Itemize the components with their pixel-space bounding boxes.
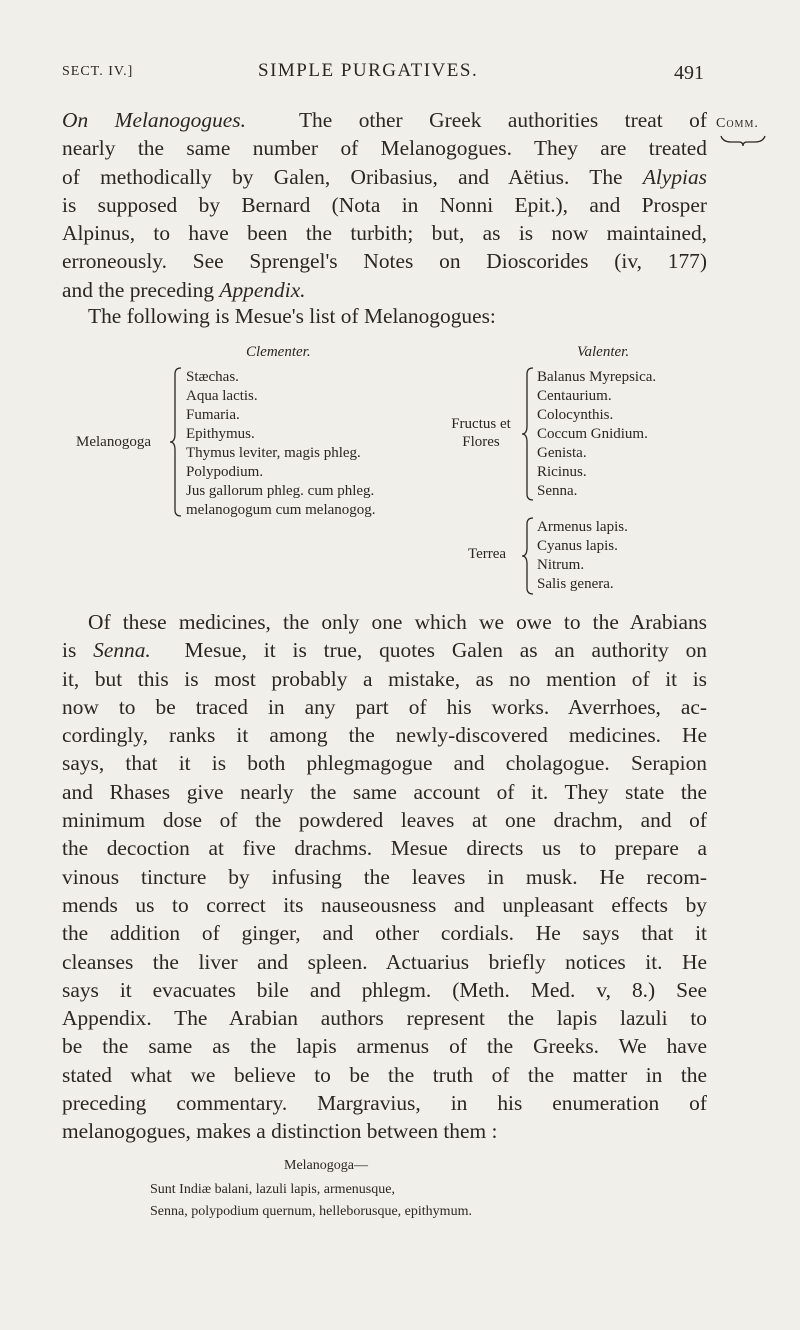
- text-line: preceding commentary. Margravius, in his enumeration of: [62, 1091, 707, 1116]
- text-line: be the same as the lapis armenus of the Greeks. We have: [62, 1034, 707, 1059]
- paragraph-melanogogues-intro: [62, 106, 707, 304]
- text-line: of methodically by Galen, Oribasius, and Aëtius. The: [62, 164, 623, 189]
- list-item: Thymus leviter, magis phleg.: [186, 445, 361, 461]
- page-number: 491: [674, 62, 704, 84]
- text-line: minimum dose of the powdered leaves at one drachm, and of: [62, 808, 707, 833]
- text-line: vinous tincture by infusing the leaves in musk. He recom-: [62, 864, 707, 889]
- text-line: melanogogues, makes a distinction between them :: [62, 1119, 498, 1144]
- text-line: The other Greek authorities treat of: [298, 108, 707, 132]
- text-line: nearly the same number of Melanogogues. They are treated: [62, 136, 707, 161]
- text-line: cleanses the liver and spleen. Actuarius briefly notices it. He: [62, 949, 707, 974]
- list-item: Genista.: [537, 445, 587, 461]
- heading-valenter: Valenter.: [577, 344, 630, 360]
- lead-heading: On Melanogogues.: [62, 108, 246, 132]
- text-line: the decoction at five drachms. Mesue directs us to prepare a: [62, 836, 707, 861]
- list-item: Epithymus.: [186, 426, 255, 442]
- list-item: Balanus Myrepsica.: [537, 369, 657, 385]
- brace-fructus-icon: [520, 366, 536, 502]
- list-item: Centaurium.: [537, 388, 612, 404]
- text-line: Alpinus, to have been the turbith; but, as is now maintained,: [62, 221, 707, 246]
- text-line: says, that it is both phlegmagogue and cholagogue. Serapion: [62, 751, 707, 776]
- list-fructus: [537, 368, 656, 501]
- text-line: stated what we believe to be the truth of the matter in the: [62, 1062, 707, 1087]
- text-line: says it evacuates bile and phlegm. (Meth. Med. v, 8.) See: [62, 977, 707, 1002]
- text-line: and the preceding: [62, 277, 215, 302]
- text-line: Mesue, it is true, quotes Galen as an authority on: [184, 638, 707, 663]
- heading-clementer: Clementer.: [246, 344, 311, 360]
- brace-clementer-icon: [168, 366, 184, 518]
- verse-line: Senna, polypodium quernum, helleborusque, epithymum.: [150, 1204, 472, 1219]
- list-item: Cyanus lapis.: [537, 538, 618, 554]
- text-line: mends us to correct its nauseousness and unpleasant effects by: [62, 892, 707, 917]
- text-line: erroneously. See Sprengel's Notes on Dioscorides (iv, 177): [62, 249, 707, 274]
- list-clementer: [186, 368, 376, 520]
- list-item: Senna.: [537, 483, 578, 499]
- list-item: Fumaria.: [186, 407, 240, 423]
- label-melanogoga: Melanogoga: [76, 434, 151, 450]
- label-fructus-et: Fructus et: [451, 416, 511, 432]
- running-title: SIMPLE PURGATIVES.: [258, 60, 479, 81]
- paragraph-senna: [62, 608, 707, 1146]
- text-line: The following is Mesue's list of Melanogogues:: [88, 304, 496, 328]
- italic-term-alypias: Alypias: [642, 164, 707, 189]
- margin-note-comm: Comm.: [716, 116, 759, 131]
- paragraph-list-intro: [62, 302, 707, 330]
- label-terrea: Terrea: [468, 546, 507, 562]
- list-item: Jus gallorum phleg. cum phleg.: [186, 483, 375, 499]
- label-flores: Flores: [462, 434, 500, 450]
- verse-heading: Melanogoga—: [284, 1158, 368, 1173]
- list-item: Polypodium.: [186, 464, 264, 480]
- list-item: Coccum Gnidium.: [537, 426, 648, 442]
- text-line: it, but this is most probably a mistake, as no mention of it is: [62, 666, 707, 691]
- list-item: Aqua lactis.: [186, 388, 258, 404]
- list-item: Ricinus.: [537, 464, 587, 480]
- italic-term-senna: Senna.: [93, 638, 151, 663]
- list-item: Salis genera.: [537, 576, 614, 592]
- italic-term-appendix: Appendix.: [219, 277, 306, 302]
- list-item: melanogogum cum melanogog.: [186, 502, 376, 518]
- list-terrea: [537, 518, 628, 594]
- text-line: is supposed by Bernard (Nota in Nonni Epit.), and Prosper: [62, 192, 707, 217]
- text-line: now to be traced in any part of his works. Averrhoes, ac-: [62, 694, 707, 719]
- list-item: Colocynthis.: [537, 407, 614, 423]
- text-line: Appendix. The Arabian authors represent the lapis lazuli to: [62, 1006, 707, 1031]
- text-line: Of these medicines, the only one which we owe to the Arabians: [88, 610, 707, 634]
- section-label: SECT. IV.]: [62, 64, 134, 79]
- text-line: the addition of ginger, and other cordials. He says that it: [62, 921, 707, 946]
- list-item: Armenus lapis.: [537, 519, 628, 535]
- text-line: and Rhases give nearly the same account of it. They state the: [62, 779, 707, 804]
- verse-line: Sunt Indiæ balani, lazuli lapis, armenusque,: [150, 1182, 395, 1197]
- list-item: Stæchas.: [186, 369, 239, 385]
- brace-terrea-icon: [520, 516, 536, 596]
- text-line: cordingly, ranks it among the newly-discovered medicines. He: [62, 723, 707, 748]
- text-line: is: [62, 638, 77, 663]
- list-item: Nitrum.: [537, 557, 585, 573]
- margin-brace-icon: [719, 134, 767, 148]
